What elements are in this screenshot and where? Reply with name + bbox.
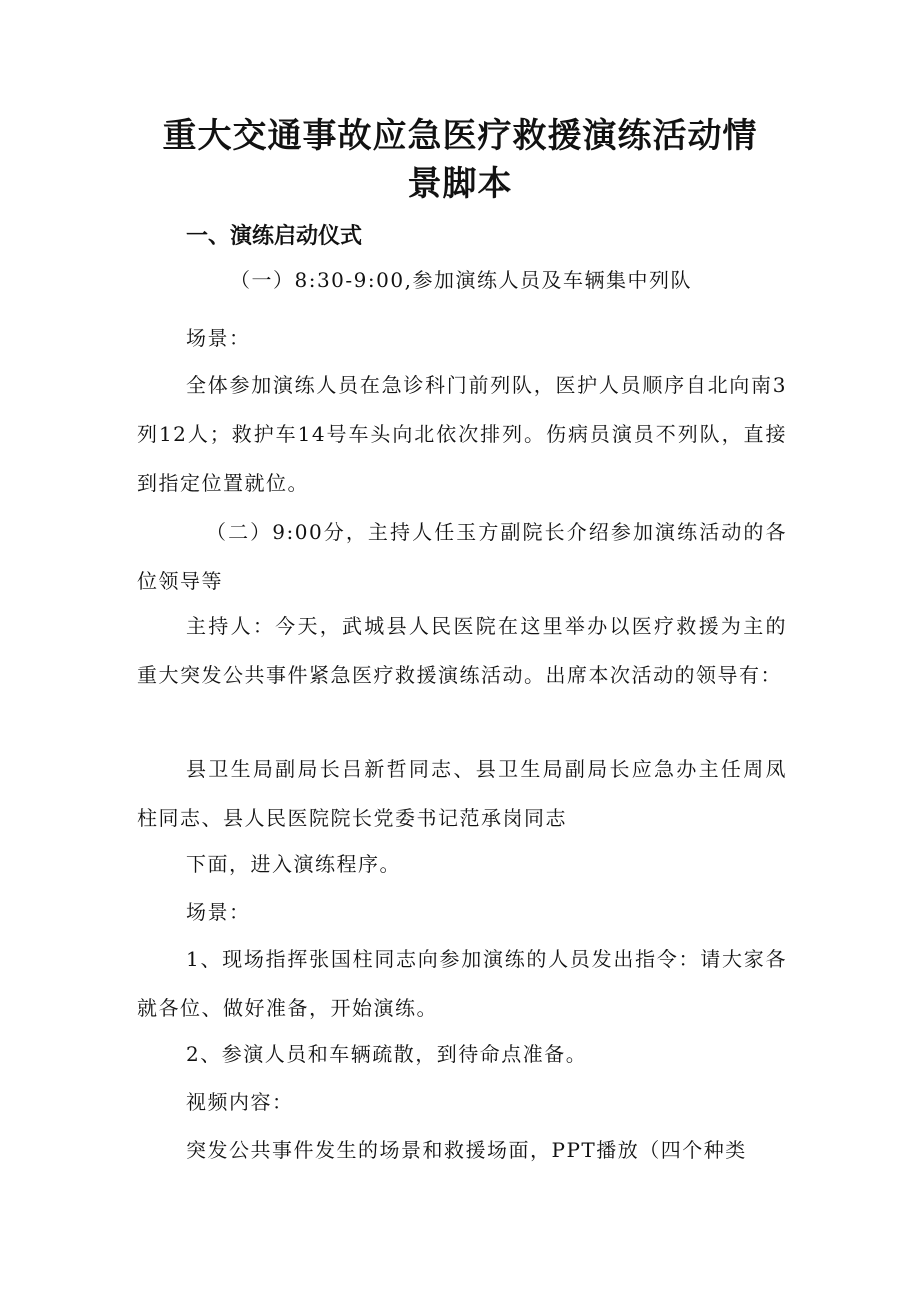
paragraph-instruction-2: 2、参演人员和车辆疏散，到待命点准备。 (186, 1042, 588, 1066)
document-title-line-2: 景脚本 (407, 164, 513, 204)
subsection-heading-1: （一）8:30-9:00,参加演练人员及车辆集中列队 (230, 268, 692, 292)
paragraph-assembly-description: 全体参加演练人员在急诊科门前列队，医护人员顺序自北向南3列12人；救护车14号车头向北依次排列。伤病员演员不列队，直接到指定位置就位。 (137, 373, 787, 495)
section-heading: 一、演练启动仪式 (186, 224, 363, 249)
paragraph-instruction-1: 1、现场指挥张国柱同志向参加演练的人员发出指令：请大家各就各位、做好准备，开始演练。 (137, 947, 787, 1020)
paragraph-host-speech: 主持人：今天，武城县人民医院在这里举办以医疗救援为主的重大突发公共事件紧急医疗救援演练活动。出席本次活动的领导有： (137, 614, 787, 687)
paragraph-scene-label-1: 场景： (186, 326, 251, 350)
paragraph-video-content: 突发公共事件发生的场景和救援场面，PPT播放（四个种类 (186, 1138, 747, 1162)
document-title-line-1: 重大交通事故应急医疗救援演练活动情 (162, 116, 758, 156)
subsection-heading-2: （二）9:00分，主持人任玉方副院长介绍参加演练活动的各位领导等 (137, 520, 787, 593)
paragraph-video-label: 视频内容： (186, 1090, 294, 1114)
paragraph-leaders-list: 县卫生局副局长吕新哲同志、县卫生局副局长应急办主任周凤柱同志、县人民医院院长党委书记范承岗同志 (137, 757, 787, 830)
paragraph-scene-label-2: 场景： (186, 900, 251, 924)
paragraph-enter-program: 下面，进入演练程序。 (186, 852, 401, 876)
